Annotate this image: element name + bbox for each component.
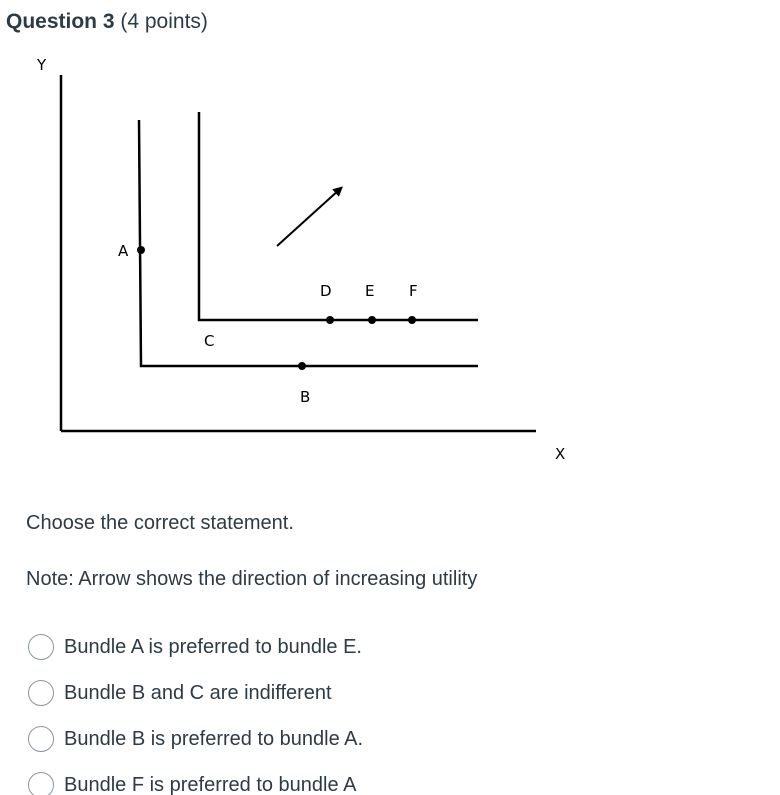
question-title: Question 3 — [6, 10, 115, 33]
answer-option[interactable] — [28, 624, 728, 670]
utility-direction-arrow — [277, 189, 340, 246]
indifference-curve-figure — [0, 50, 620, 470]
answer-option[interactable] — [28, 716, 728, 762]
question-points: (4 points) — [120, 10, 208, 33]
answer-option[interactable] — [28, 670, 728, 716]
bundle-label-f: F — [409, 282, 418, 300]
radio-button[interactable] — [28, 680, 54, 706]
x-axis-label: X — [555, 445, 566, 463]
bundle-label-d: D — [320, 282, 332, 300]
bundle-label-b: B — [300, 388, 311, 406]
bundle-point-d — [326, 316, 334, 324]
bundle-point-b — [298, 362, 306, 370]
question-header — [6, 9, 208, 35]
bundle-point-e — [368, 316, 376, 324]
radio-button[interactable] — [28, 634, 54, 660]
question-prompt: Choose the correct statement. — [26, 512, 294, 534]
bundle-label-e: E — [365, 282, 375, 300]
indifference-curve-upper — [199, 112, 478, 320]
bundle-point-a — [137, 246, 145, 254]
question-note: Note: Arrow shows the direction of increasing utility — [26, 568, 478, 590]
answer-option-label[interactable]: Bundle B is preferred to bundle A. — [64, 728, 364, 750]
radio-button[interactable] — [28, 726, 54, 752]
answer-option[interactable] — [28, 762, 728, 795]
radio-button[interactable] — [28, 772, 54, 795]
indifference-curve-lower — [139, 120, 478, 366]
answer-option-label[interactable]: Bundle B and C are indifferent — [64, 682, 332, 704]
y-axis-label: Y — [37, 56, 47, 74]
bundle-label-c: C — [204, 332, 215, 350]
answer-options — [28, 624, 728, 795]
answer-option-label[interactable]: Bundle A is preferred to bundle E. — [64, 636, 362, 658]
bundle-label-a: A — [118, 242, 129, 260]
indifference-curve-diagram — [0, 50, 620, 470]
bundle-point-f — [408, 316, 416, 324]
answer-option-label[interactable]: Bundle F is preferred to bundle A — [64, 774, 357, 795]
